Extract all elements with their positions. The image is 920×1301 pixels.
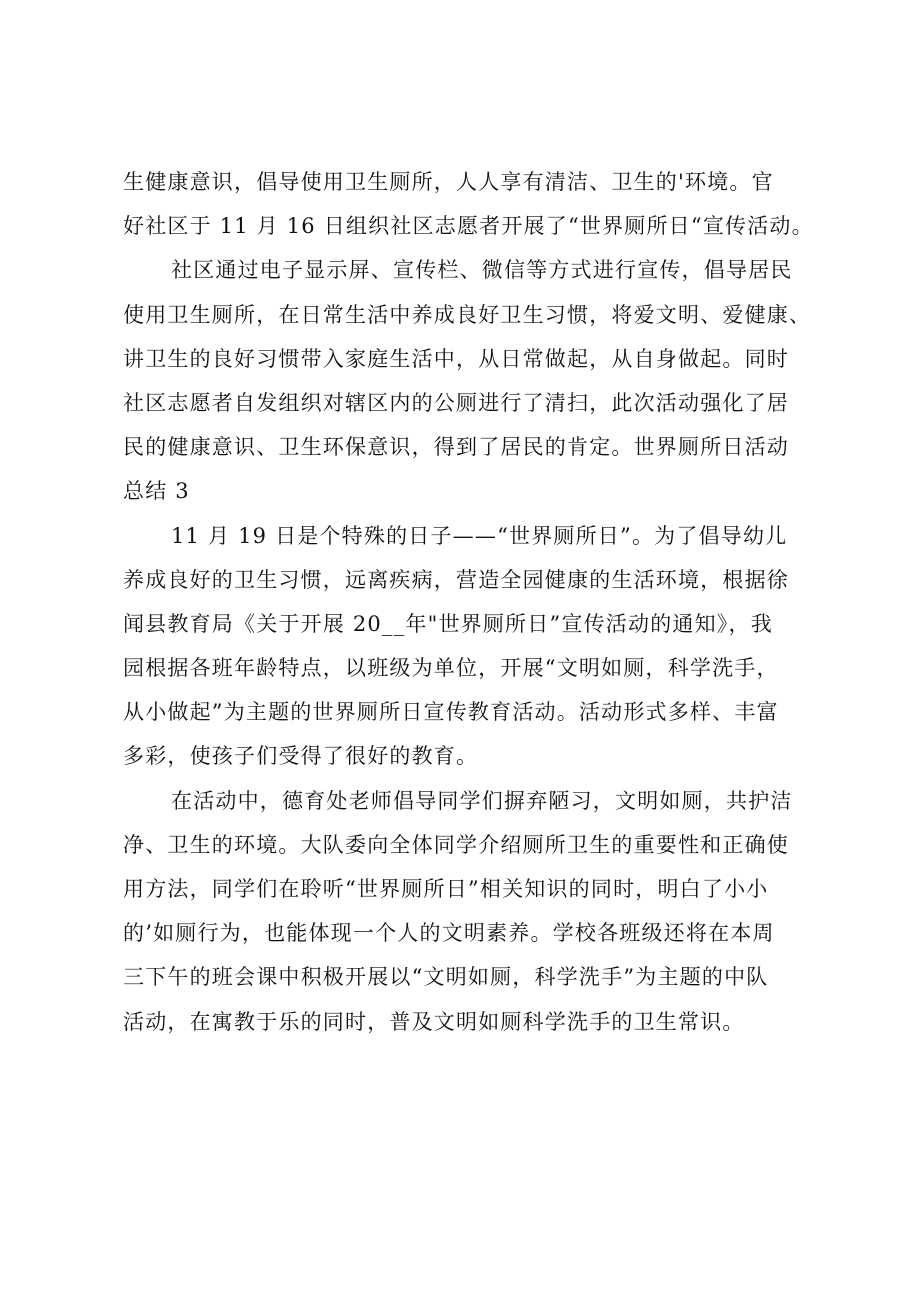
text-line: 社区通过电子显示屏、宣传栏、微信等方式进行宣传，倡导居民	[171, 258, 793, 283]
text-line: 11 月 19 日是个特殊的日子——“世界厕所日”。为了倡导幼儿	[171, 523, 788, 548]
text-line: 三下午的班会课中积极开展以“文明如厕，科学洗手”为主题的中队	[123, 965, 769, 990]
document-body	[123, 160, 833, 1044]
text-line: 净、卫生的环境。大队委向全体同学介绍厕所卫生的重要性和正确使	[123, 832, 789, 857]
text-line: 闻县教育局《关于开展 20__年"世界厕所日”宣传活动的通知》，我	[123, 611, 773, 636]
text-line: 在活动中，德育处老师倡导同学们摒弃陋习，文明如厕，共护洁	[171, 788, 793, 813]
text-line: 讲卫生的良好习惯带入家庭生活中，从日常做起，从自身做起。同时	[123, 346, 789, 371]
text-line: 总结 3	[123, 479, 190, 504]
text-line: 民的健康意识、卫生环保意识，得到了居民的肯定。世界厕所日活动	[123, 435, 789, 460]
text-line: 活动，在寓教于乐的同时，普及文明如厕科学洗手的卫生常识。	[123, 1009, 745, 1034]
paragraph-2	[123, 248, 833, 513]
text-line: 的’如厕行为，也能体现一个人的文明素养。学校各班级还将在本周	[123, 921, 775, 946]
text-line: 生健康意识，倡导使用卫生厕所，人人享有清洁、卫生的'环境。官	[123, 170, 774, 194]
text-line: 用方法，同学们在聆听“世界厕所日”相关知识的同时，明白了小小	[123, 877, 769, 901]
text-line: 多彩，使孩子们受得了很好的教育。	[123, 744, 479, 769]
text-line: 养成良好的卫生习惯，远离疾病，营造全园健康的生活环境，根据徐	[123, 567, 789, 592]
text-line: 使用卫生厕所，在日常生活中养成良好卫生习惯，将爱文明、爱健康、	[123, 302, 812, 327]
text-line: 好社区于 11 月 16 日组织社区志愿者开展了“世界厕所日“宣传活动。	[123, 214, 814, 239]
paragraph-4	[123, 779, 833, 1044]
paragraph-3	[123, 514, 833, 779]
text-line: 社区志愿者自发组织对辖区内的公厕进行了清扫，此次活动强化了居	[123, 390, 789, 415]
paragraph-1	[123, 160, 833, 248]
text-line: 从小做起”为主题的世界厕所日宣传教育活动。活动形式多样、丰富	[123, 700, 779, 725]
text-line: 园根据各班年龄特点，以班级为单位，开展“文明如厕，科学洗手，	[123, 656, 779, 681]
